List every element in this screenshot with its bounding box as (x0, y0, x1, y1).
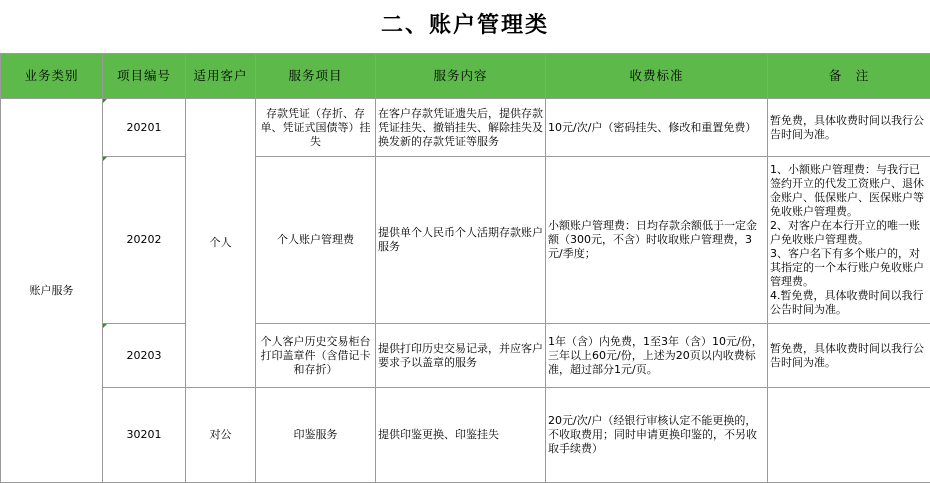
fee-table (0, 53, 930, 483)
content-cell: 在客户存款凭证遗失后，提供存款凭证挂失、撤销挂失、解除挂失及换发新的存款凭证等服务 (376, 99, 546, 157)
note-cell: 暂免费，具体收费时间以我行公告时间为准。 (768, 99, 930, 157)
table-row (1, 99, 930, 157)
item-cell: 印鉴服务 (256, 388, 376, 483)
header-fee: 收费标准 (546, 54, 768, 99)
header-item: 服务项目 (256, 54, 376, 99)
fee-cell: 20元/次/户（经银行审核认定不能更换的，不收取费用；同时申请更换印鉴的，不另收取手续费） (546, 388, 768, 483)
header-note: 备 注 (768, 54, 930, 99)
note-cell: 暂免费，具体收费时间以我行公告时间为准。 (768, 324, 930, 388)
item-cell: 存款凭证（存折、存单、凭证式国债等）挂失 (256, 99, 376, 157)
table-row (1, 157, 930, 324)
header-code: 项目编号 (103, 54, 186, 99)
client-cell-corporate: 对公 (186, 388, 256, 483)
header-content: 服务内容 (376, 54, 546, 99)
content-cell: 提供打印历史交易记录，并应客户要求予以盖章的服务 (376, 324, 546, 388)
item-cell: 个人客户历史交易柜台打印盖章件（含借记卡和存折） (256, 324, 376, 388)
header-client: 适用客户 (186, 54, 256, 99)
fee-cell: 10元/次/户（密码挂失、修改和重置免费） (546, 99, 768, 157)
code-cell: 20202 (103, 157, 186, 324)
client-cell-personal: 个人 (186, 99, 256, 388)
code-cell: 30201 (103, 388, 186, 483)
table-row (1, 388, 930, 483)
header-row (1, 54, 930, 99)
fee-cell: 小额账户管理费：日均存款余额低于一定金额（300元，不含）时收取账户管理费，3元/季度； (546, 157, 768, 324)
header-category: 业务类别 (1, 54, 103, 99)
category-cell: 账户服务 (1, 99, 103, 483)
page-title: 二、账户管理类 (0, 0, 930, 52)
item-cell: 个人账户管理费 (256, 157, 376, 324)
code-cell: 20201 (103, 99, 186, 157)
note-cell: 1、小额账户管理费：与我行已签约开立的代发工资账户、退休金账户、低保账户、医保账户等免收账户管理费。 2、对客户在本行开立的唯一账户免收账户管理费。 3、客户名下有多个账户的，对其指定的一个本行账户免收账户管理费。 4.暂免费，具体收费时间以我行公告时间为准。 (768, 157, 930, 324)
table-row (1, 324, 930, 388)
code-cell: 20203 (103, 324, 186, 388)
content-cell: 提供单个人民币个人活期存款账户服务 (376, 157, 546, 324)
content-cell: 提供印鉴更换、印鉴挂失 (376, 388, 546, 483)
note-cell (768, 388, 930, 483)
fee-cell: 1年（含）内免费，1至3年（含）10元/份，三年以上60元/份，上述为20页以内收费标准，超过部分1元/页。 (546, 324, 768, 388)
